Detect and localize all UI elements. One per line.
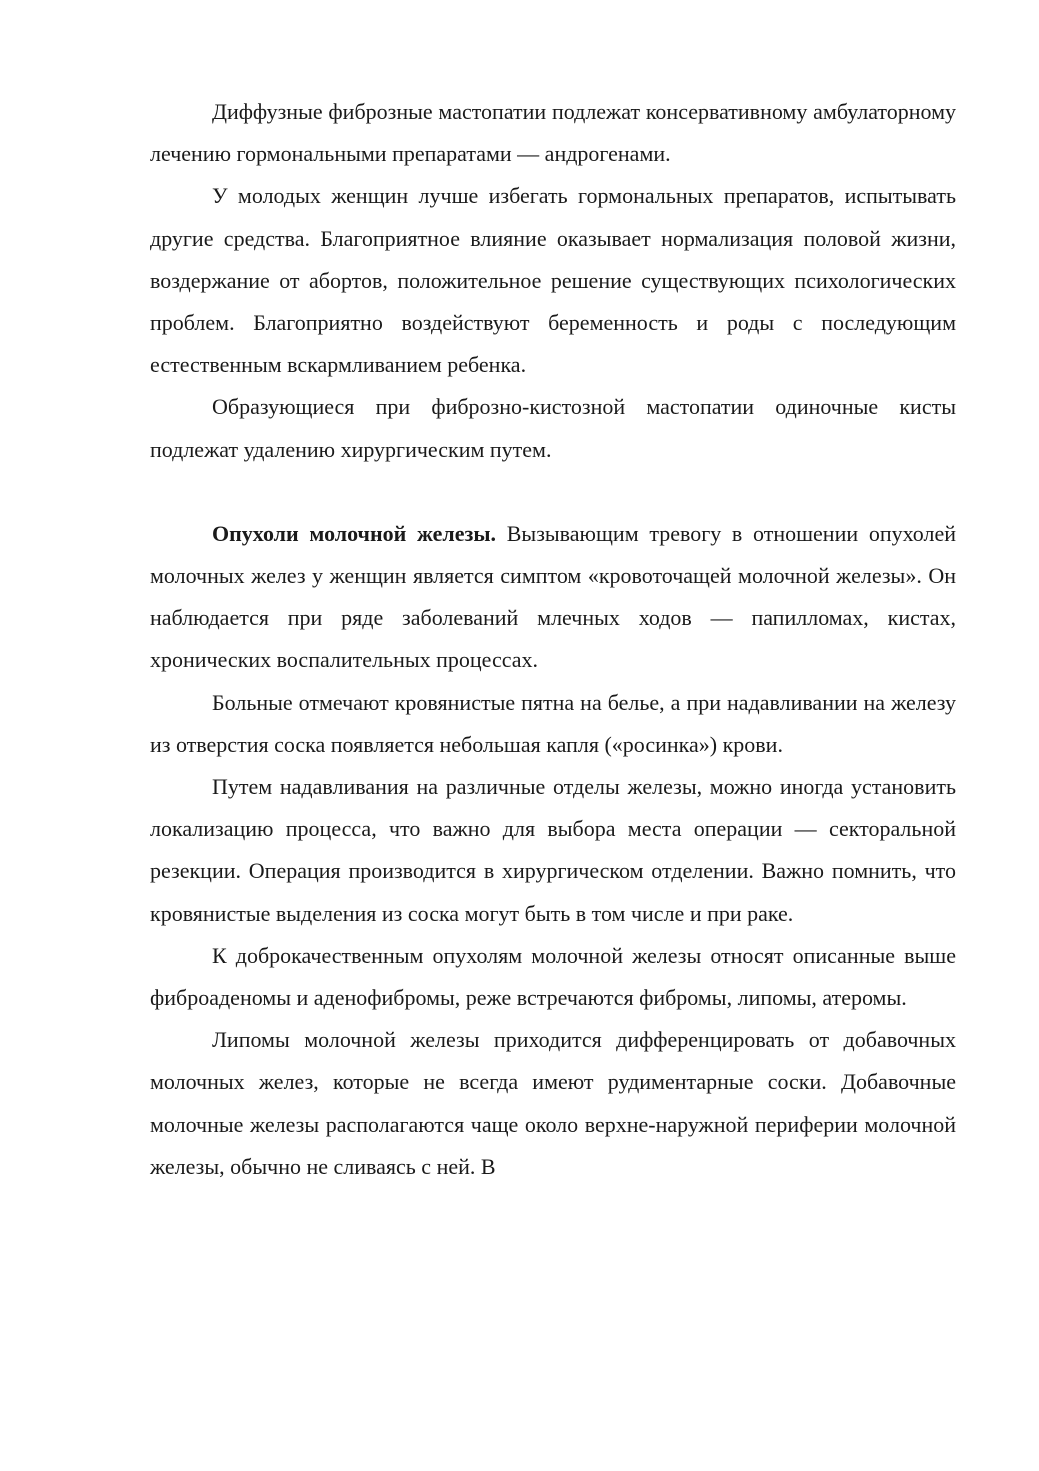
paragraph: Путем надавливания на различные отделы железы, можно иногда установить локализацию процесса, что важно для выбора места операции — секторальной резекции. Операция производится в хирургическом отделении. Важно помнить, что кровянистые выделения из соска могут быть в том числе и при раке. [150, 774, 956, 926]
section-lead-text: Вызывающим тревогу в отношении опухолей молочных желез у женщин является симптом «кровоточащей молочной железы». Он наблюдается при ряде заболеваний млечных ходов — папилломах, кистах, хронических воспалительных процессах. [150, 520, 956, 673]
paragraph-spacer [150, 471, 956, 513]
paragraph: Липомы молочной железы приходится дифференцировать от добавочных молочных желез, которые не всегда имеют рудиментарные соски. Добавочные молочные железы располагаются чаще около верхне-наружной периферии молочной железы, обычно не сливаясь с ней. В [150, 1027, 956, 1179]
section-heading: Опухоли молочной железы. [212, 520, 497, 546]
paragraph: Больные отмечают кровянистые пятна на белье, а при надавливании на железу из отверстия соска появляется небольшая капля («росинка») крови. [150, 689, 956, 757]
section-paragraph [150, 513, 956, 682]
paragraph: Образующиеся при фиброзно-кистозной мастопатии одиночные кисты подлежат удалению хирургическим путем. [150, 394, 956, 462]
document-page [150, 91, 956, 1188]
paragraph: У молодых женщин лучше избегать гормональных препаратов, испытывать другие средства. Благоприятное влияние оказывает нормализация половой жизни, воздержание от абортов, положительное решение существующих психологических проблем. Благоприятно воздействуют беременность и роды с последующим естественным вскармливанием ребенка. [150, 183, 956, 378]
paragraph: Диффузные фиброзные мастопатии подлежат консервативному амбулаторному лечению гормональными препаратами — андрогенами. [150, 99, 956, 167]
paragraph: К доброкачественным опухолям молочной железы относят описанные выше фиброаденомы и аденофибромы, реже встречаются фибромы, липомы, атеромы. [150, 942, 956, 1011]
